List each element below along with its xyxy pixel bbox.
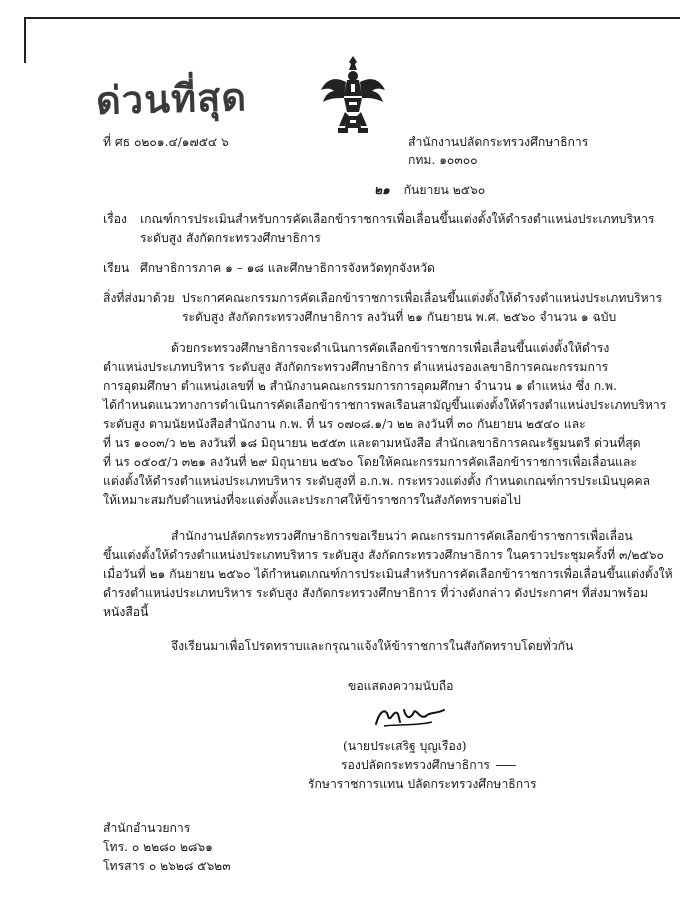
paragraph-1-line: ระดับสูง ตามนัยหนังสือสำนักงาน ก.พ. ที่ นร ๐๗๐๘.๑/ว ๒๒ ลงวันที่ ๓๐ กันยายน ๒๕๔๐ และ [103,417,586,431]
enclosure-line-1: ประกาศคณะกรรมการคัดเลือกข้าราชการเพื่อเลื่อนขึ้นแต่งตั้งให้ดำรงตำแหน่งประเภทบริหาร [182,291,663,305]
paragraph-2-line: หนังสือนี้ [103,605,149,619]
recipient-label: เรียน [103,261,130,275]
signer-name: (นายประเสริฐ บุญเรือง) [343,739,467,753]
footer-fax: โทรสาร ๐ ๒๖๒๘ ๕๖๒๓ [103,859,231,873]
dash-mark [496,765,516,766]
paragraph-2-line: เมื่อวันที่ ๒๑ กันยายน ๒๕๖๐ ได้กำหนดเกณฑ์การประเมินสำหรับการคัดเลือกข้าราชการเพื่อเลื่อนขึ้นแต่งตั้งให้ [103,567,673,581]
paragraph-1-line: ให้เหมาะสมกับตำแหน่งที่จะแต่งตั้งและประกาศให้ข้าราชการในสังกัดทราบต่อไป [103,493,521,507]
subject-line-2: ระดับสูง สังกัดกระทรวงศึกษาธิการ [140,231,321,245]
enclosure-line-2: ระดับสูง สังกัดกระทรวงศึกษาธิการ ลงวันที่ ๒๑ กันยายน พ.ศ. ๒๕๖๐ จำนวน ๑ ฉบับ [182,310,617,324]
paragraph-1-line: ได้กำหนดแนวทางการดำเนินการคัดเลือกข้าราชการพลเรือนสามัญขึ้นแต่งตั้งให้ดำรงตำแหน่งประเภทบริหาร [103,398,667,412]
paragraph-2-line: ดำรงตำแหน่งประเภทบริหาร ระดับสูง สังกัดกระทรวงศึกษาธิการ ที่ว่างดังกล่าว ดังประกาศฯ ที่ส่งมาพร้อม [103,586,648,600]
paragraph-2-line: ขึ้นแต่งตั้งให้ดำรงตำแหน่งประเภทบริหาร ระดับสูง สังกัดกระทรวงศึกษาธิการ ในคราวประชุมครั้งที่ ๓/๒๕๖๐ [103,548,664,562]
paragraph-1-line: แต่งตั้งให้ดำรงตำแหน่งประเภทบริหาร ระดับสูงที่ อ.ก.พ. กระทรวงแต่งตั้ง กำหนดเกณฑ์การประเมินบุคคล [103,474,651,488]
enclosure-label: สิ่งที่ส่งมาด้วย [103,291,175,305]
subject-line-1: เกณฑ์การประเมินสำหรับการคัดเลือกข้าราชการเพื่อเลื่อนขึ้นแต่งตั้งให้ดำรงตำแหน่งประเภทบริหาร [140,212,655,226]
date-month-year: กันยายน ๒๕๖๐ [403,183,486,197]
garuda-emblem-icon [318,50,388,140]
top-border-line [24,17,680,19]
signer-title-1: รองปลัดกระทรวงศึกษาธิการ [341,758,490,772]
paragraph-3: จึงเรียนมาเพื่อโปรดทราบและกรุณาแจ้งให้ข้าราชการในสังกัดทราบโดยทั่วกัน [171,639,574,653]
paragraph-1 [103,339,666,510]
paragraph-2-line: สำนักงานปลัดกระทรวงศึกษาธิการขอเรียนว่า คณะกรรมการคัดเลือกข้าราชการเพื่อเลื่อน [171,529,633,543]
signer-title-2: รักษาราชการแทน ปลัดกระทรวงศึกษาธิการ [308,777,537,791]
closing-phrase: ขอแสดงความนับถือ [348,679,454,693]
paragraph-1-line: ที่ นร ๑๐๐๓/ว ๒๒ ลงวันที่ ๑๘ มิถุนายน ๒๕๕๓ และตามหนังสือ สำนักเลขาธิการคณะรัฐมนตรี ด่วนที่สุด [103,436,641,450]
footer-department: สำนักอำนวยการ [103,821,191,835]
date-day-handwritten: ๒๑ [374,183,390,197]
paragraph-2 [103,527,673,622]
paragraph-1-line: การอุดมศึกษา ตำแหน่งเลขที่ ๒ สำนักงานคณะกรรมการการอุดมศึกษา จำนวน ๑ ตำแหน่ง ซึ่ง ก.พ. [103,379,617,393]
paragraph-1-line: ด้วยกระทรวงศึกษาธิการจะดำเนินการคัดเลือกข้าราชการเพื่อเลื่อนขึ้นแต่งตั้งให้ดำรง [171,341,610,355]
recipient-text: ศึกษาธิการภาค ๑ – ๑๘ และศึกษาธิการจังหวัดทุกจังหวัด [140,261,435,275]
footer-phone: โทร. ๐ ๒๒๘๐ ๒๘๖๑ [103,840,213,854]
signature-mark [370,702,450,732]
paragraph-1-line: ตำแหน่งประเภทบริหาร ระดับสูง สังกัดกระทรวงศึกษาธิการ ตำแหน่งรองเลขาธิการคณะกรรมการ [103,360,609,374]
left-border-line [24,17,26,63]
paragraph-1-line: ที่ นร ๐๕๐๕/ว ๓๒๑ ลงวันที่ ๒๙ มิถุนายน ๒๕๖๐ โดยให้คณะกรรมการคัดเลือกข้าราชการเพื่อเลื่อนและ [103,455,637,469]
document-number: ที่ ศธ ๐๒๐๑.๔/๑๗๕๔ ๖ [103,135,229,149]
subject-label: เรื่อง [103,212,127,226]
office-postal-code: กทม. ๑๐๓๐๐ [408,153,478,167]
urgency-stamp: ด่วนที่สุด [95,75,248,123]
office-name: สำนักงานปลัดกระทรวงศึกษาธิการ [408,135,589,149]
